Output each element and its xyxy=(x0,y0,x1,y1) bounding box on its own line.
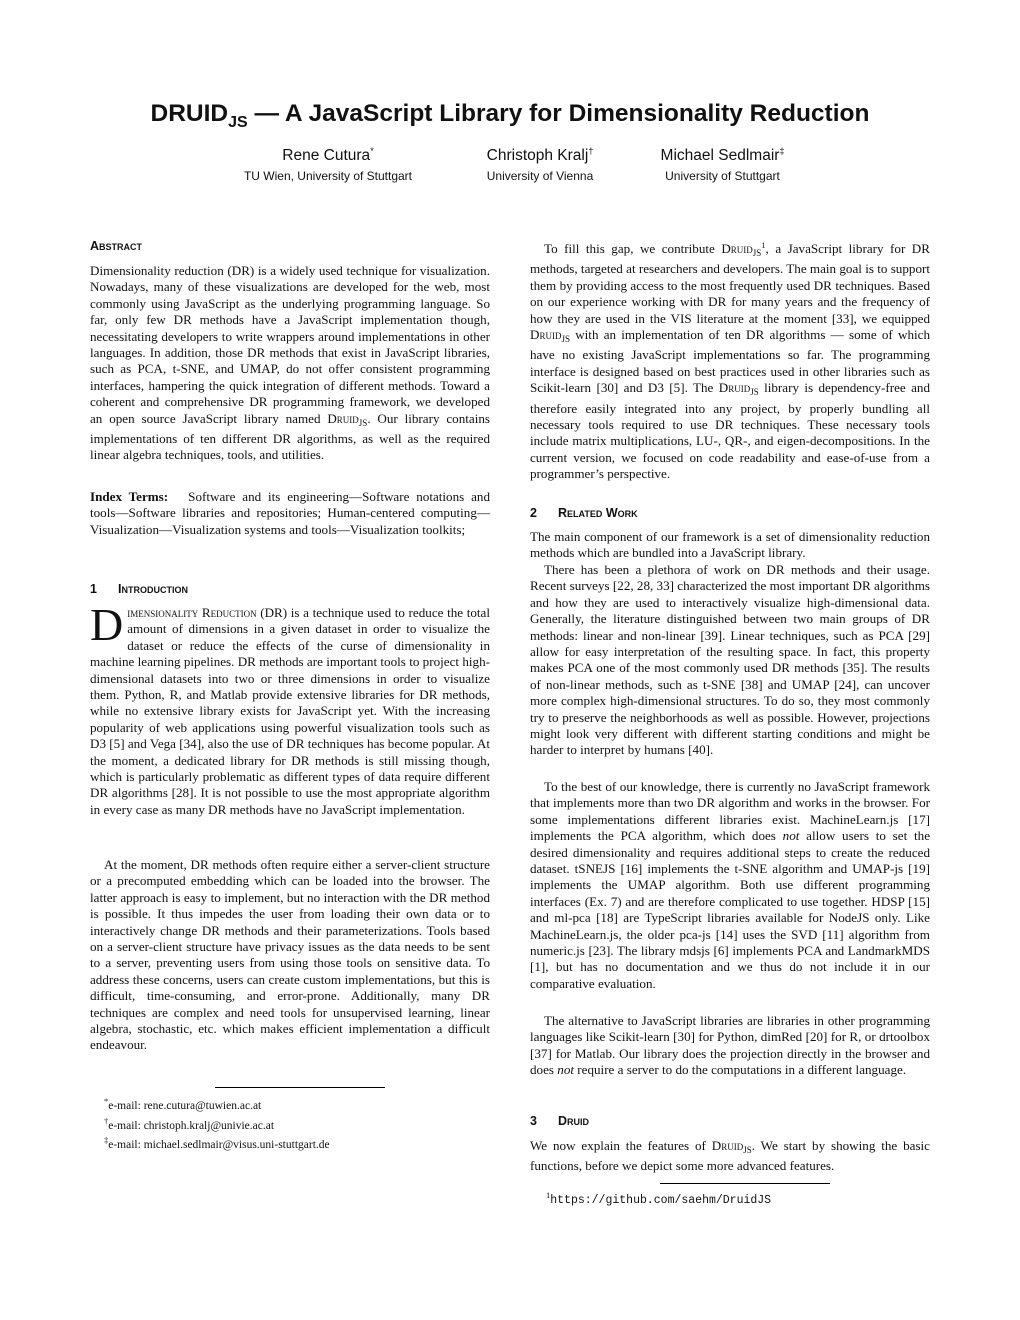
text-segment: Dimensionality reduction (DR) is a widely used technique for visualization. Nowadays, many of these visualizations are developed for the web, most commonly using JavaScript as the underlying programming language. So far, only few DR methods have a JavaScript implementation though, necessitating developers to write wrappers around implementations in other languages. In addition, those DR methods that exist in JavaScript libraries, such as PCA, t-SNE, and UMAP, do not offer consistent programming interfaces, hampering the quick integration of different methods. Toward a coherent and comprehensive DR programming framework, we developed an open source JavaScript library named xyxy=(90,263,490,426)
section-3-heading xyxy=(530,1113,930,1129)
footnote-mark: 1 xyxy=(546,1190,551,1200)
author-name: Michael Sedlmair xyxy=(660,147,780,165)
text-segment: . We start by showing the basic functions, before we depict some more advanced features. xyxy=(530,1138,930,1174)
section-2-heading xyxy=(530,505,930,521)
text-segment: , a JavaScript library for DR methods, targeted at researchers and developers. The main goal is to support them by providing access to the most frequently used DR techniques. Based on our experience working with DR for many years and the frequency of how they are used in the VIS literature at the moment [33], we equipped xyxy=(530,241,930,326)
section-number: 1 xyxy=(90,582,97,596)
author-name: Christoph Kralj xyxy=(486,147,589,165)
section-title: Related Work xyxy=(558,506,638,520)
text-segment: At the moment, DR methods often require either a server-client structure or a precomputed embedding which can be loaded into the browser. The latter approach is easy to implement, but no interaction with the DR method is possible. It thus impedes the user from loading their own data or to interactively change DR methods and their parameterizations. Tools based on a server-client structure have privacy issues as the data needs to be sent to a server, preventing users from using those tools on sensitive data. To address these concerns, users can create custom implementations, but this is difficult, time-consuming, and error-prone. Additionally, many DR techniques are complex and need tools for unsupervised learning, linear algebra, stochastic, etc. which makes efficient implementation a difficult endeavour. xyxy=(90,857,490,1053)
text-segment: not xyxy=(557,1062,575,1078)
druid-p1 xyxy=(530,1138,930,1175)
text-segment: The main component of our framework is a set of dimensionality reduction methods which are bundled into a JavaScript library. xyxy=(530,529,930,561)
text-segment: The alternative to JavaScript libraries are libraries in other programming languages like Scikit-learn [30] for Python, dimRed [20] for R, or drtoolbox [37] for Matlab. Our library does the projection directly in the browser and does xyxy=(530,1013,930,1078)
abstract-body xyxy=(90,263,490,464)
github-link[interactable]: https://github.com/saehm/DruidJS xyxy=(550,1194,772,1207)
author-name: Rene Cutura xyxy=(282,147,371,165)
author-1 xyxy=(228,146,428,183)
text-segment: allow users to set the desired dimensionality and requires additional steps to create the reduced dataset. tSNEJS [16] implements the t-SNE algorithm and UMAP-js [19] implements the UMAP algorithm. Both use different programming interfaces (Ex. 7) and are therefore complicated to use together. HDSP [15] and ml-pca [18] are TypeScript libraries available for NodeJS only. Like MachineLearn.js, the older pca-js [14] uses the SVD [11] algorithm from numeric.js [23]. The library mdsjs [6] implements PCA and LandmarkMDS [1], but has no documentation and we thus do not include it in our comparative evaluation. xyxy=(530,828,930,991)
footnote-mark: * xyxy=(104,1096,109,1106)
text-segment: JS xyxy=(743,1145,752,1155)
title-rest: — A JavaScript Library for Dimensionality Reduction xyxy=(247,100,870,127)
footnote-rule xyxy=(215,1087,385,1088)
intro-paragraph-2 xyxy=(90,857,490,1054)
abstract-heading xyxy=(90,238,490,254)
index-terms-text: Software and its engineering—Software notations and tools—Software libraries and repositories; Human-centered computing—Visualization—Visualization systems and tools—Visualization toolkits; xyxy=(90,489,490,537)
author-mark: ‡ xyxy=(779,146,785,156)
text-segment: Druid xyxy=(721,241,753,256)
contribution-paragraph xyxy=(530,237,930,483)
text-segment: (DR) is a technique used to reduce the total amount of dimensions in a given dataset in order to visualize the dataset or reduce the effects of the curse of dimensionality in machine learning pipelines. DR methods are important tools to project high-dimensional datasets into two or three dimensions in order to visualize them. Python, R, and Matlab provide extensive libraries for DR methods, while no extensive library exists for JavaScript yet. With the increasing popularity of web applications using powerful visualization tools such as D3 [5] and Vega [34], also the use of DR techniques has become popular. At the moment, a dedicated library for DR methods is still missing though, which is particularly problematic as different types of data require different DR algorithms [28]. It is not possible to use the most appropriate algorithm in every case as many DR methods have no JavaScript implementation. xyxy=(90,605,490,817)
title-subscript: JS xyxy=(228,114,248,131)
section-title: Introduction xyxy=(118,582,188,596)
author-mark: * xyxy=(370,146,374,156)
text-segment: JS xyxy=(358,417,368,428)
text-segment: . Our library contains implementations of ten different DR algorithms, as well as the required linear algebra techniques, tools, and utilities. xyxy=(90,410,490,463)
text-segment: To the best of our knowledge, there is currently no JavaScript framework that implements more than two DR algorithm and works in the browser. For some implementations different libraries exist. MachineLearn.js [17] implements the PCA algorithm, which does xyxy=(530,779,930,844)
text-segment: Druid xyxy=(327,410,359,426)
footnote-mark: ‡ xyxy=(104,1135,109,1146)
text-segment: There has been a plethora of work on DR methods and their usage. Recent surveys [22, 28, 33] characterized the most important DR algorithms and how they are used to interactively visualize high-dimensional data. Generally, the literature distinguished between two main groups of DR methods: linear and non-linear [39]. Linear techniques, such as PCA [29] allow for easy interpretation of the resulting space. In fact, this property makes PCA one of the most commonly used DR methods [35]. The results of non-linear methods, such as t-SNE [38] and UMAP [24], can uncover more complex high-dimensional structures. To do so, they most commonly try to preserve the neighborhoods as well as possible. However, projections might look very different with different starting conditions and might be harder to interpret by humans [40]. xyxy=(530,562,930,758)
title-main: DRUID xyxy=(150,100,229,127)
related-p3 xyxy=(530,779,930,992)
intro-p1-text xyxy=(90,599,490,817)
author-2 xyxy=(460,146,620,183)
related-p1 xyxy=(530,529,930,562)
section-number: 2 xyxy=(530,506,537,520)
footnote xyxy=(104,1133,504,1153)
author-affiliation: University of Stuttgart xyxy=(665,169,780,184)
text-segment: library is dependency-free and therefore easily integrated into any project, by properly bundling all necessary tools required to use DR techniques. These necessary tools include matrix multiplications, LU-, QR-, and eigen-decompositions. In the current version, we focused on code readability and ease-of-use from a programmer’s perspective. xyxy=(530,380,930,482)
text-segment: Druid xyxy=(718,380,751,396)
author-affiliation: University of Vienna xyxy=(486,169,594,184)
footnote xyxy=(104,1114,504,1134)
paper-title xyxy=(0,100,1020,132)
footnote-url xyxy=(546,1188,946,1209)
footnote xyxy=(104,1094,504,1114)
text-segment: We now explain the features of xyxy=(530,1138,712,1153)
abstract-heading-text: Abstract xyxy=(90,239,143,253)
drop-cap: D xyxy=(90,599,124,650)
text-segment: require a server to do the computations in a different language. xyxy=(574,1062,907,1078)
related-p4 xyxy=(530,1013,930,1079)
section-1-heading xyxy=(90,581,490,597)
text-segment: Druid xyxy=(530,327,562,343)
text-segment: JS xyxy=(750,387,759,398)
index-terms xyxy=(90,489,490,538)
text-segment: To fill this gap, we contribute xyxy=(544,241,722,256)
related-p2 xyxy=(530,562,930,759)
section-number: 3 xyxy=(530,1114,537,1128)
text-segment: JS xyxy=(752,248,762,258)
footnote-rule xyxy=(660,1183,830,1184)
index-terms-label: Index Terms: xyxy=(90,489,169,504)
author-3 xyxy=(640,146,805,183)
footnotes-left xyxy=(104,1094,504,1153)
footnote-text: e-mail: christoph.kralj@univie.ac.at xyxy=(108,1119,275,1132)
footnote-ref: 1 xyxy=(761,240,766,250)
text-segment: not xyxy=(782,828,800,844)
text-segment: JS xyxy=(561,334,570,345)
footnote-text: e-mail: rene.cutura@tuwien.ac.at xyxy=(108,1100,262,1112)
text-segment: Druid xyxy=(711,1138,744,1153)
section-title: Druid xyxy=(558,1114,590,1128)
text-segment: with an implementation of ten DR algorithms — some of which have no existing JavaScript implementations so far. The programming interface is designed based on best practices used in other libraries such as Scikit-learn [30] and D3 [5]. The xyxy=(530,327,930,396)
author-affiliation: TU Wien, University of Stuttgart xyxy=(243,169,413,184)
intro-paragraph-1 xyxy=(90,599,490,818)
text-segment: imensionality Reduction xyxy=(127,605,257,620)
footnote-mark: † xyxy=(104,1115,109,1126)
footnote-text: e-mail: michael.sedlmair@visus.uni-stuttgart.de xyxy=(108,1139,330,1152)
author-mark: † xyxy=(588,146,594,156)
